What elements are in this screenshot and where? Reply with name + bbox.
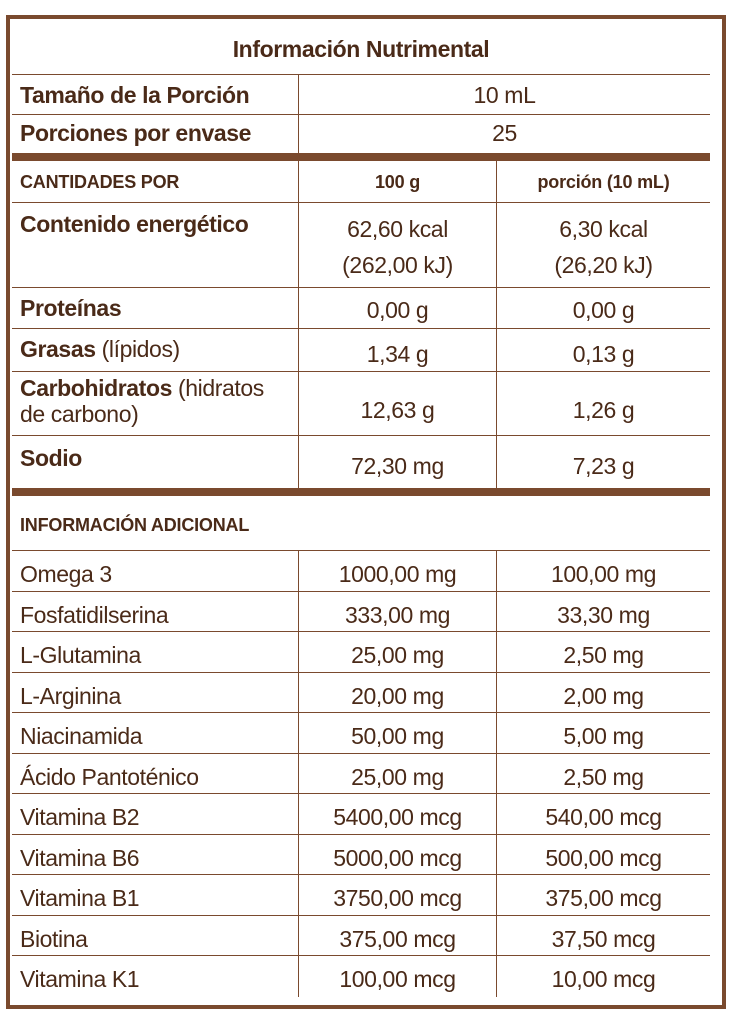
additional-info-row	[12, 794, 710, 835]
nutrient-name: Grasas	[20, 336, 96, 362]
additional-item-portion: 2,00 mg	[496, 673, 710, 713]
servings-per-pack-value: 25	[298, 115, 710, 153]
additional-item-portion: 10,00 mcg	[496, 956, 710, 997]
nutrient-qualifier: (hidratos	[177, 375, 264, 401]
additional-item-name: Omega 3	[20, 561, 112, 587]
additional-info-row	[12, 592, 710, 633]
additional-info-row	[12, 713, 710, 754]
carbohydrates-portion: 1,26 g	[496, 372, 710, 435]
additional-item-name: Ácido Pantoténico	[20, 763, 199, 790]
additional-item-name: L-Arginina	[20, 682, 121, 709]
additional-item-portion: 33,30 mg	[496, 592, 710, 632]
additional-item-name: Vitamina B1	[20, 885, 140, 911]
serving-size-value: 10 mL	[298, 75, 710, 114]
additional-item-100g: 5000,00 mcg	[298, 835, 496, 875]
servings-per-pack-row	[12, 115, 710, 161]
nutrient-name: Sodio	[20, 445, 82, 471]
additional-item-100g: 1000,00 mg	[298, 551, 496, 591]
energy-100g-kj: (262,00 kJ)	[342, 252, 453, 278]
additional-item-portion: 37,50 mcg	[496, 916, 710, 956]
title-row	[12, 28, 710, 75]
nutrient-name: Proteínas	[20, 295, 122, 321]
sodium-portion: 7,23 g	[496, 436, 710, 488]
carbohydrates-100g: 12,63 g	[298, 372, 496, 435]
energy-row	[12, 203, 710, 288]
sodium-row	[12, 436, 710, 496]
additional-item-name: Vitamina B2	[20, 804, 140, 830]
additional-item-portion: 5,00 mg	[496, 713, 710, 753]
additional-item-100g: 100,00 mcg	[298, 956, 496, 997]
additional-item-name: L-Glutamina	[20, 642, 141, 668]
nutrient-name: Contenido energético	[20, 211, 249, 237]
column-100g-header: 100 g	[298, 161, 496, 202]
additional-item-100g: 333,00 mg	[298, 592, 496, 632]
fat-portion: 0,13 g	[496, 329, 710, 371]
serving-size-label: Tamaño de la Porción	[20, 82, 250, 108]
additional-item-name: Niacinamida	[20, 723, 143, 749]
amounts-header-row	[12, 161, 710, 203]
additional-item-portion: 500,00 mcg	[496, 835, 710, 875]
servings-per-pack-label: Porciones por envase	[20, 120, 252, 146]
panel-title: Información Nutrimental	[232, 36, 490, 62]
additional-info-row	[12, 754, 710, 795]
additional-item-portion: 2,50 mg	[496, 632, 710, 672]
additional-item-100g: 3750,00 mcg	[298, 875, 496, 915]
nutrient-qualifier-line2: de carbono)	[20, 401, 139, 427]
additional-item-100g: 20,00 mg	[298, 673, 496, 713]
column-portion-header: porción (10 mL)	[496, 161, 710, 202]
additional-info-row	[12, 673, 710, 714]
fat-100g: 1,34 g	[298, 329, 496, 371]
additional-item-100g: 50,00 mg	[298, 713, 496, 753]
additional-item-100g: 25,00 mg	[298, 754, 496, 794]
additional-info-row	[12, 835, 710, 876]
additional-item-100g: 5400,00 mcg	[298, 794, 496, 834]
protein-row	[12, 288, 710, 329]
additional-info-row	[12, 916, 710, 957]
nutrient-qualifier: (lípidos)	[101, 336, 180, 362]
protein-100g: 0,00 g	[298, 288, 496, 328]
additional-info-row	[12, 875, 710, 916]
additional-info-header-row	[12, 496, 710, 551]
serving-size-row	[12, 75, 710, 115]
energy-100g-kcal: 62,60 kcal	[347, 216, 448, 242]
additional-item-100g: 25,00 mg	[298, 632, 496, 672]
additional-item-portion: 2,50 mg	[496, 754, 710, 794]
additional-item-portion: 375,00 mcg	[496, 875, 710, 915]
additional-item-100g: 375,00 mcg	[298, 916, 496, 956]
energy-portion-kj: (26,20 kJ)	[554, 252, 653, 278]
additional-info-row	[12, 551, 710, 592]
amounts-label: CANTIDADES POR	[20, 172, 180, 192]
additional-info-row	[12, 956, 710, 997]
additional-info-row	[12, 632, 710, 673]
additional-item-name: Biotina	[20, 925, 88, 952]
additional-item-portion: 540,00 mcg	[496, 794, 710, 834]
nutrient-name: Carbohidratos	[20, 375, 172, 401]
additional-item-name: Vitamina B6	[20, 844, 140, 871]
sodium-100g: 72,30 mg	[298, 436, 496, 488]
additional-info-label: INFORMACIÓN ADICIONAL	[20, 515, 250, 535]
additional-item-name: Vitamina K1	[20, 966, 140, 992]
carbohydrates-row	[12, 372, 710, 436]
additional-item-name: Fosfatidilserina	[20, 601, 169, 628]
fat-row	[12, 329, 710, 372]
protein-portion: 0,00 g	[496, 288, 710, 328]
energy-portion-kcal: 6,30 kcal	[559, 216, 648, 242]
additional-item-portion: 100,00 mg	[496, 551, 710, 591]
